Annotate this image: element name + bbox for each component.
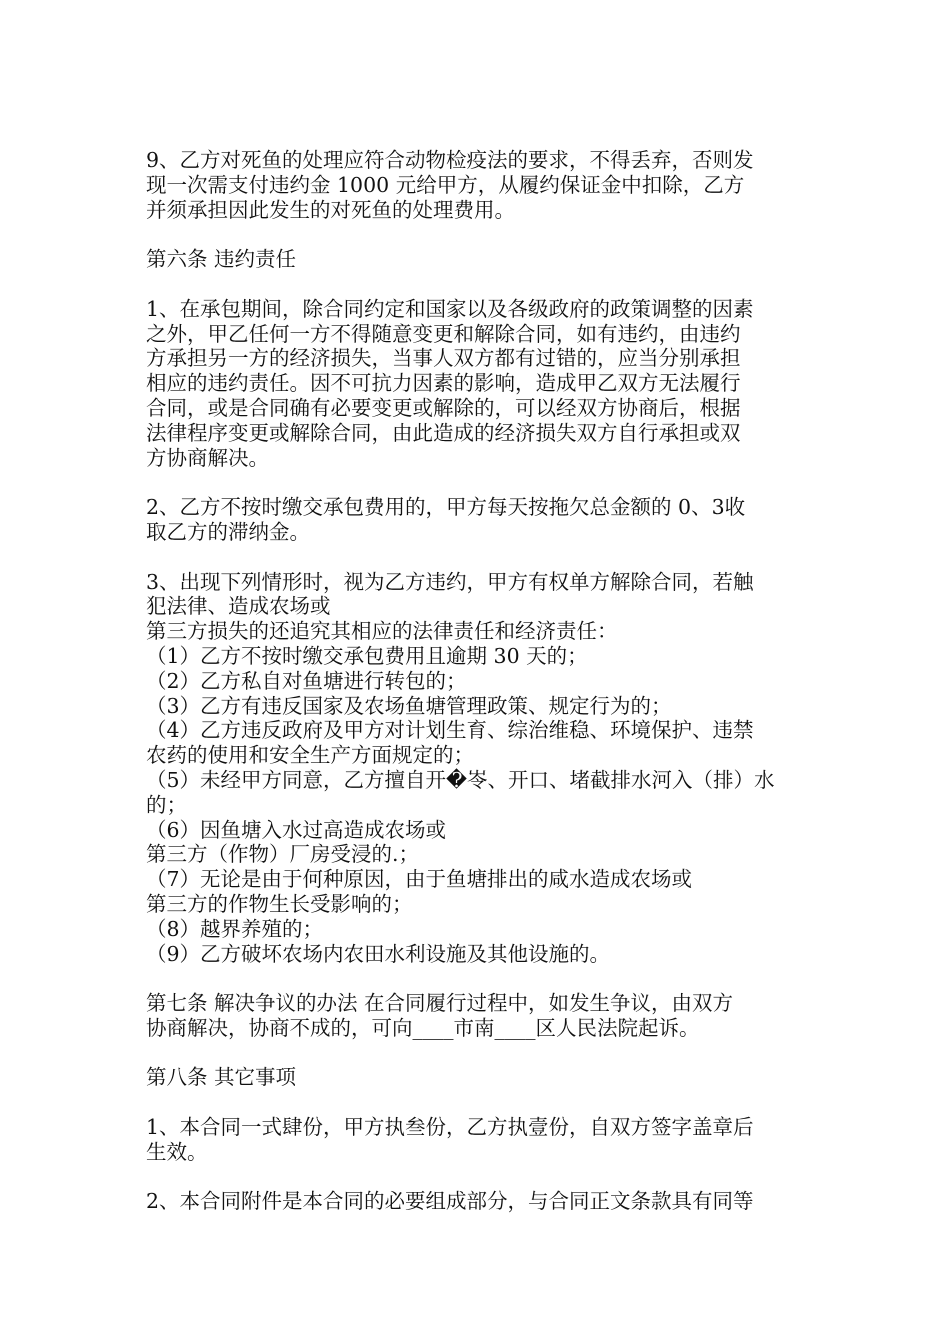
- text-line: 取乙方的滞纳金。: [146, 519, 310, 544]
- paragraph: [146, 1065, 814, 1090]
- paragraph: [146, 1189, 814, 1214]
- text-line: 并须承担因此发生的对死鱼的处理费用。: [146, 197, 515, 222]
- paragraph: [146, 297, 814, 471]
- text-line: 犯法律、造成农场或: [146, 594, 331, 619]
- text-line: 第三方的作物生长受影响的；: [146, 891, 413, 916]
- paragraph: [146, 148, 814, 222]
- text-line: （3）乙方有违反国家及农场鱼塘管理政策、规定行为的；: [146, 693, 672, 718]
- paragraph: [146, 570, 814, 967]
- text-line: 协商解决，协商不成的，可向____市南____区人民法院起诉。: [146, 1015, 700, 1040]
- text-line: 第八条 其它事项: [146, 1065, 297, 1090]
- text-line: 1、本合同一式肆份，甲方执叁份，乙方执壹份，自双方签字盖章后: [146, 1115, 754, 1140]
- text-line: 2、本合同附件是本合同的必要组成部分，与合同正文条款具有同等: [146, 1189, 754, 1214]
- paragraph: [146, 247, 814, 272]
- text-line: 合同，或是合同确有必要变更或解除的，可以经双方协商后，根据: [146, 395, 741, 420]
- text-line: 方协商解决。: [146, 445, 269, 470]
- text-line: 1、在承包期间，除合同约定和国家以及各级政府的政策调整的因素: [146, 296, 754, 321]
- paragraph: [146, 1115, 814, 1165]
- text-line: 相应的违约责任。因不可抗力因素的影响，造成甲乙双方无法履行: [146, 371, 741, 396]
- text-line: （8）越界养殖的；: [146, 916, 324, 941]
- text-line: 3、出现下列情形时，视为乙方违约，甲方有权单方解除合同，若触: [146, 569, 754, 594]
- paragraph: [146, 495, 814, 545]
- text-line: （7）无论是由于何种原因，由于鱼塘排出的咸水造成农场或: [146, 867, 693, 892]
- text-line: （5）未经甲方同意，乙方擅自开�岺、开口、堵截排水河入（排）水: [146, 767, 775, 792]
- text-line: 方承担另一方的经济损失，当事人双方都有过错的，应当分别承担: [146, 346, 741, 371]
- text-line: （9）乙方破坏农场内农田水利设施及其他设施的。: [146, 941, 611, 966]
- text-line: （4）乙方违反政府及甲方对计划生育、综治维稳、环境保护、违禁: [146, 718, 754, 743]
- text-line: 现一次需支付违约金 1000 元给甲方，从履约保证金中扣除，乙方: [146, 172, 745, 197]
- text-line: 生效。: [146, 1139, 208, 1164]
- text-line: 法律程序变更或解除合同，由此造成的经济损失双方自行承担或双: [146, 420, 741, 445]
- text-line: 9、乙方对死鱼的处理应符合动物检疫法的要求，不得丢弃，否则发: [146, 148, 754, 172]
- text-line: （6）因鱼塘入水过高造成农场或: [146, 817, 447, 842]
- text-line: 农药的使用和安全生产方面规定的；: [146, 743, 474, 768]
- text-line: 第七条 解决争议的办法 在合同履行过程中，如发生争议，由双方: [146, 991, 734, 1016]
- text-line: （2）乙方私自对鱼塘进行转包的；: [146, 668, 467, 693]
- document-body: [146, 148, 814, 1239]
- text-line: 之外，甲乙任何一方不得随意变更和解除合同，如有违约，由违约: [146, 321, 741, 346]
- text-line: 的；: [146, 792, 187, 817]
- text-line: 第六条 违约责任: [146, 247, 297, 272]
- text-line: 第三方（作物）厂房受浸的.；: [146, 842, 420, 867]
- text-line: 第三方损失的还追究其相应的法律责任和经济责任：: [146, 619, 618, 644]
- paragraph: [146, 991, 814, 1041]
- text-line: 2、乙方不按时缴交承包费用的，甲方每天按拖欠总金额的 0、3收: [146, 495, 746, 520]
- text-line: （1）乙方不按时缴交承包费用且逾期 30 天的；: [146, 643, 588, 668]
